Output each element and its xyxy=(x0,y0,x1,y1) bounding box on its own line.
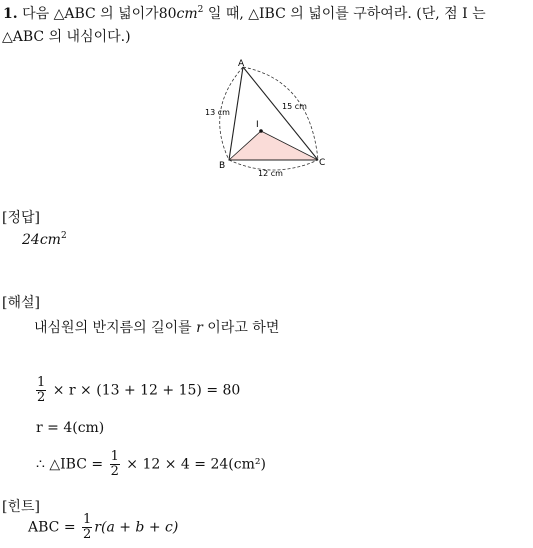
vertex-b-label: B xyxy=(219,161,226,171)
equation-1-rest: × r × (13 + 12 + 15) = 80 xyxy=(52,382,241,399)
area-value: 80 xyxy=(158,6,177,22)
length-bc-label: 12 cm xyxy=(258,169,283,178)
question-line-1 xyxy=(3,3,486,23)
answer-number: 24 xyxy=(22,232,40,248)
area-unit: cm xyxy=(176,6,198,22)
fraction-half: $\frac{1}{2}$ xyxy=(37,375,46,405)
vertex-i-label: I xyxy=(256,120,259,130)
equation-3-rest: × 12 × 4 = 24(cm²) xyxy=(126,456,266,473)
equation-3-pre: ∴ △IBC = xyxy=(36,456,104,473)
question-line-2: △ABC 의 내심이다.) xyxy=(2,29,131,45)
vertex-a-label: A xyxy=(238,59,245,69)
hint-pre: ABC = xyxy=(28,519,76,536)
fraction-half: $\frac{1}{2}$ xyxy=(110,449,119,479)
vertex-c-label: C xyxy=(319,158,326,168)
hint-header: [힌트] xyxy=(2,499,40,515)
fraction-half: $\frac{1}{2}$ xyxy=(83,512,92,542)
side-ab xyxy=(229,67,243,160)
hint-formula xyxy=(28,513,178,542)
length-ac-label: 15 cm xyxy=(282,102,307,111)
triangle-ibc-fill xyxy=(229,131,318,160)
explanation-intro xyxy=(34,317,279,337)
equation-1 xyxy=(34,376,240,405)
explanation-header: [해설] xyxy=(2,295,40,311)
hint-rest: r(a + b + c) xyxy=(94,519,179,536)
area-exponent: 2 xyxy=(197,5,204,15)
question-text-part1: 다음 △ABC 의 넓이가 xyxy=(22,6,159,22)
intro-var: r xyxy=(196,320,203,336)
answer-header: [정답] xyxy=(2,210,40,226)
intro-pre: 내심원의 반지름의 길이를 xyxy=(34,320,192,336)
answer-unit: cm xyxy=(39,232,61,248)
question-number: 1. xyxy=(3,6,18,22)
question-text-part2: 일 때, △IBC 의 넓이를 구하여라. (단, 점 I 는 xyxy=(207,6,486,22)
intro-post: 이라고 하면 xyxy=(207,320,280,336)
triangle-figure xyxy=(195,55,340,180)
equation-3 xyxy=(36,450,266,479)
answer-exponent: 2 xyxy=(60,231,67,241)
length-ab-label: 13 cm xyxy=(205,108,230,117)
equation-2: r = 4(cm) xyxy=(36,420,105,436)
answer-value xyxy=(22,232,67,248)
incenter-point xyxy=(259,129,263,133)
